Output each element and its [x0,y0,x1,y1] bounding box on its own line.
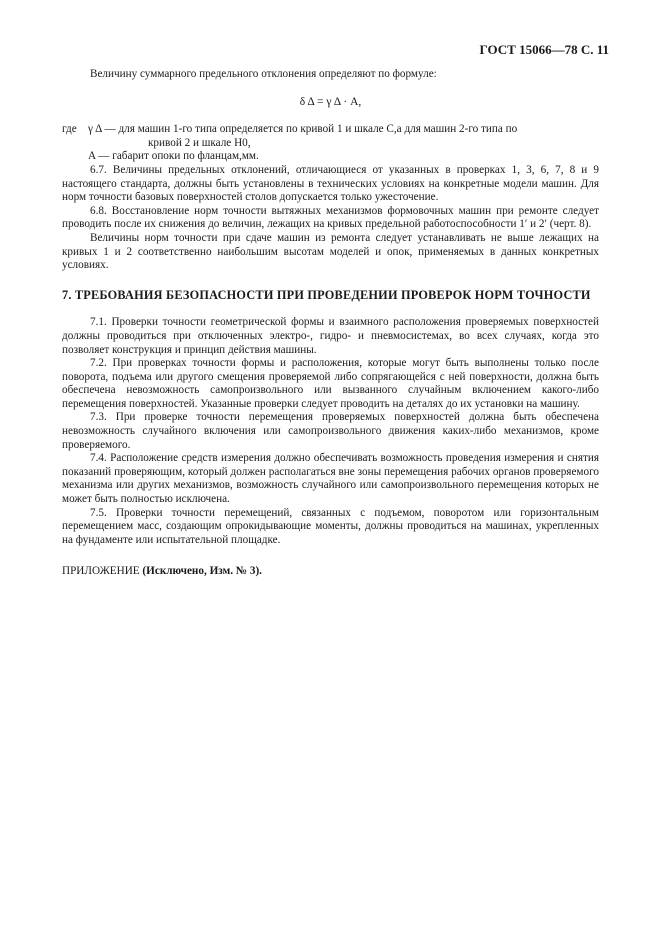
legend-a: A — габарит опоки по фланцам,мм. [88,150,259,163]
legend-gamma-cont: кривой 2 и шкале H0, [148,136,251,149]
legend-gamma: γ Δ — для машин 1-го типа определяется по кривой 1 и шкале С,а для машин 2-го типа по [88,123,518,136]
paragraph-7-1: 7.1. Проверки точности геометрической формы и взаимного расположения проверяемых поверхностей должны проводиться при отключенных электро-, гидро- и пневмосистемах, во всех случаях, когда это позволяет конструкция и принцип действия машины. [62,316,599,356]
document-body [62,68,599,579]
paragraph-6-8: 6.8. Восстановление норм точности вытяжных механизмов формовочных машин при ремонте следует проводить после их снижения до величин, лежащих на кривых предельной работоспособности 1′ и 2′ (черт. 8). [62,204,599,231]
paragraph-6-8-cont: Величины норм точности при сдаче машин из ремонта следует устанавливать не выше лежащих на кривых 1 и 2 соответственно наибольшим высотам моделей и опок, применяемых в данных конкретных условиях. [62,231,599,272]
appendix-line [62,565,599,579]
appendix-note: (Исключено, Изм. № 3). [142,565,262,578]
formula: δ Δ = γ Δ · A, [299,95,362,108]
paragraph-7-3: 7.3. При проверке точности перемещения проверяемых поверхностей должна быть обеспечена невозможность случайного включения или самопроизвольного движения каких-либо механизмов, кроме проверяемого. [62,411,599,451]
appendix-label: ПРИЛОЖЕНИЕ [62,565,140,578]
section-7-title: 7. ТРЕБОВАНИЯ БЕЗОПАСНОСТИ ПРИ ПРОВЕДЕНИИ ПРОВЕРОК НОРМ ТОЧНОСТИ [62,287,591,302]
formula-intro: Величину суммарного предельного отклонения определяют по формуле: [90,68,437,80]
page-header: ГОСТ 15066—78 С. 11 [479,42,609,57]
formula-legend [62,123,599,164]
legend-label: где [62,123,77,136]
paragraph-7-2: 7.2. При проверках точности формы и расположения, которые могут быть выполнены только после поворота, подъема или другого смещения проверяемой либо сопрягающейся с ней поверхности, должна быть обеспечена невозможность самопроизвольного или вызванного случайным включением какого-либо перемещения поверхностей. Указанные проверки следует проводить на деталях до их установки на машину. [62,357,599,410]
paragraph-7-5: 7.5. Проверки точности перемещений, связанных с подъемом, поворотом или горизонтальным перемещением масс, создающим опрокидывающие моменты, должны проводиться на машинах, укрепленных на фундаменте или испытательной площадке. [62,506,599,546]
paragraph-7-4: 7.4. Расположение средств измерения должно обеспечивать возможность проведения измерения и снятия показаний проверяющим, который должен располагаться вне зоны перемещения рабочих органов проверяемого механизма или других механизмов, возможность случайного или самопроизвольного перемещения которых не может быть полностью исключена. [62,452,599,506]
legend-body [88,123,599,164]
paragraph-6-7: 6.7. Величины предельных отклонений, отличающиеся от указанных в проверках 1, 3, 6, 7, 8 и 9 настоящего стандарта, должны быть установлены в технических условиях на конкретные модели машин. Для норм точности базовых поверхностей столов допускается только ужесточение. [62,163,599,204]
